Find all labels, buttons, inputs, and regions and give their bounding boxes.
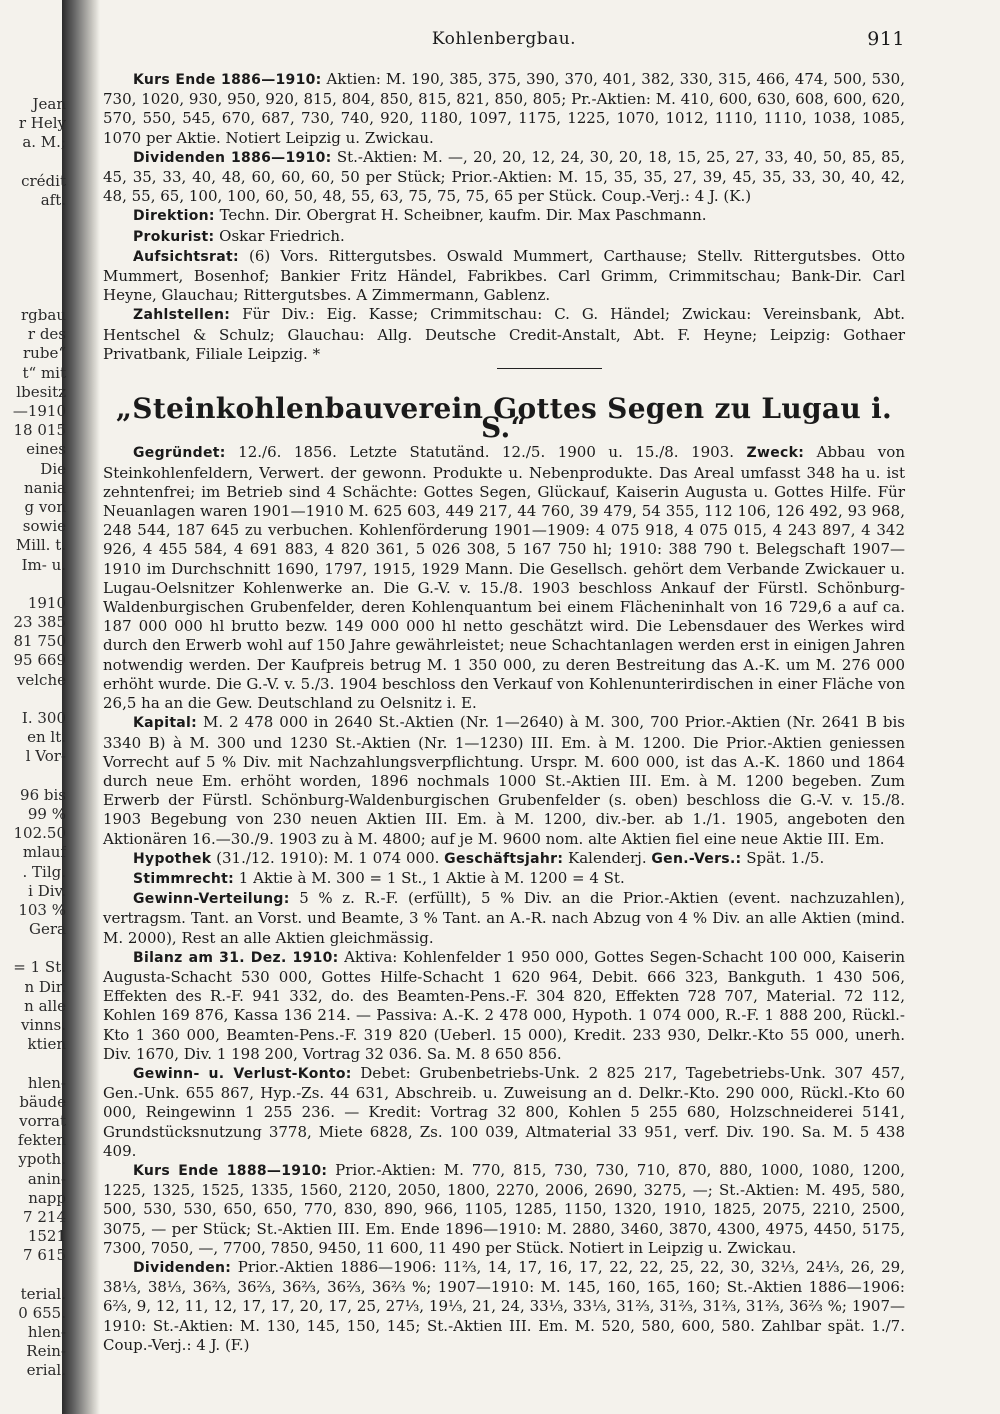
margin-fragment: Gera [29,920,66,939]
kapital-paragraph [103,713,905,848]
margin-fragment [0,268,66,287]
binding-gutter-shadow [62,0,100,1414]
margin-fragment: n alle [24,996,66,1015]
kurs-heading: Kurs Ende 1886—1910: [133,72,322,88]
margin-fragment: lbesitz [16,382,66,401]
margin-fragment: r des [27,325,66,344]
margin-fragment: n Dir. [24,977,66,996]
margin-fragment: 7 214 [23,1207,66,1226]
margin-fragment: en lt. [27,728,66,747]
section-divider [497,368,602,369]
page-number: 911 [867,28,905,50]
kurs-text: Aktien: M. 190, 385, 375, 390, 370, 401, 382, 330, 315, 466, 474, 500, 530, 730, 1020, 930, 950, 920, 815, 804, 850, 815, 821, 850, 805; Pr.-Aktien: M. 410, 600, 630, 608, 600, 620, 570, 550, 545, 670, 687, 730, 740, 920, 1180, 1097, 1175, 1225, 1070, 1012, 1110, 1110, 1038, 1085, 1070 per Aktie. Notiert Leipzig u. Zwickau. [103,70,905,147]
margin-fragment: ktien [27,1035,66,1054]
margin-fragment: r Hely [18,114,66,133]
hypothek-text: (31./12. 1910): M. 1 074 000. [216,848,440,867]
stimmrecht-heading: Stimmrecht: [133,870,235,887]
zahlstellen-text: Für Div.: Eig. Kasse; Crimmitschau: C. G. Händel; Zwickau: Vereinsbank, Abt. Hentschel & Schulz; Glauchau: Allg. Deutsche Credit-Anstalt, Abt. F. Heyne; Leipzig: Gothaer Privatbank, Filiale Leipzig. * [103,305,905,363]
margin-fragment [0,939,66,958]
margin-fragment: fekten [17,1131,66,1150]
margin-fragment: rube“ [23,344,66,363]
direktion-heading: Direktion: [133,208,215,225]
margin-fragment: = 1 St. [13,958,66,977]
genvers-text: Spät. 1./5. [746,848,825,867]
document-page [103,30,905,1355]
bilanz-heading: Bilanz am 31. Dez. 1910: [133,949,339,966]
margin-fragment: rgbau [21,306,66,325]
hypothek-paragraph [103,849,905,869]
gewinnverteilung-paragraph [103,889,905,948]
margin-fragment: crédit [21,171,66,190]
running-title: Kohlenbergbau. [431,29,577,49]
margin-fragment: 18 015 [13,421,66,440]
margin-fragment [0,287,66,306]
margin-fragment: I. 300 [21,709,66,727]
margin-fragment: 96 bis [20,785,66,804]
genvers-heading: Gen.-Vers.: [651,850,742,867]
company-title: „Steinkohlenbauverein Gottes Segen zu Lugau i. S.“ [115,392,893,445]
margin-fragment: Jean [32,95,66,113]
margin-fragment: 7 615 [23,1246,66,1265]
bilanz-paragraph [103,948,905,1064]
margin-fragment: Die [40,459,66,478]
direktion-text: Techn. Dir. Obergrat H. Scheibner, kaufm. Dir. Max Paschmann. [219,206,707,225]
margin-fragment [0,767,66,786]
dividenden2-heading: Dividenden: [133,1259,232,1276]
margin-fragment: 99 % [27,804,66,823]
margin-fragment: velche [16,670,66,689]
margin-fragment [0,210,66,229]
prokurist-paragraph [103,227,905,247]
prokurist-text: Oskar Friedrich. [219,226,345,245]
geschaeftsjahr-text: Kalenderj. [568,848,647,867]
zweck-text: Abbau von Steinkohlenfeldern, Verwert. der gewonn. Produkte u. Nebenprodukte. Das Areal umfasst 348 ha u. ist zehntenfrei; im Betrieb sind 4 Schächte: Gottes Segen, Glückauf, Kaiserin Augusta u. Gottes Hilfe. Für Neuanlagen waren 1901—1910 M. 625 603, 449 217, 44 760, 39 479, 54 355, 112 106, 126 492, 93 968, 248 544, 187 645 zu verbuchen. Kohlenförderung 1901—1909: 4 075 918, 4 075 015, 4 243 897, 4 342 926, 4 455 584, 4 691 883, 4 820 361, 5 026 308, 5 167 750 hl; 1910: 388 790 t. Belegschaft 1907—1910 im Durchschnitt 1690, 1797, 1915, 1929 Mann. Die Gesellsch. gehört dem Verbande Zwickauer u. Lugau-Oelsnitzer Kohlenwerke an. Die G.-V. v. 15./8. 1903 beschloss Ankauf der Fürstl. Schönburg-Waldenburgischen Grubenfelder, deren Kohlenquantum bei einem Flächeninhalt von 16 729,6 a auf ca. 187 000 000 hl brutto bezw. 149 000 000 hl netto geschätzt wird. Die Lebensdauer des Werkes wird durch den Erwerb wohl auf 150 Jahre gewährleistet; neue Schachtanlagen werden erst in einigen Jahren notwendig werden. Der Kaufpreis betrug M. 1 350 000, zu deren Bestreitung das A.-K. um M. 276 000 erhöht wurde. Die G.-V. v. 5./3. 1904 beschloss den Verkauf von Kohlenunterirdischen in einer Fläche von 26,5 ha an die Gew. Deutschland zu Oelsnitz i. E. [103,443,905,713]
margin-fragment: 1910 [27,593,66,612]
gegruendet-paragraph [103,443,905,713]
gewinnverteilung-text: 5 % z. R.-F. (erfüllt), 5 % Div. an die Prior.-Aktien (event. nachzuzahlen), vertragsm. Tant. an Vorst. und Beamte, 3 % Tant. an A.-R. nach Abzug von 4 % Div. an alle Aktien (mind. M. 2000), Rest an alle Aktien gleichmässig. [103,889,905,947]
dividenden-heading: Dividenden 1886—1910: [133,149,332,166]
margin-fragment: eines [26,440,66,459]
aufsichtsrat-text: (6) Vors. Rittergutsbes. Oswald Mummert, Carthause; Stellv. Rittergutsbes. Otto Mummert, Bosenhof; Bankier Fritz Händel, Fabrikbes. Carl Grimm, Crimmitschau; Bank-Dir. Carl Heyne, Glauchau; Rittergutsbes. A Zimmermann, Gablenz. [103,246,905,305]
margin-fragment: ypoth. [18,1150,66,1169]
margin-fragment: mlauf [22,843,66,862]
prokurist-heading: Prokurist: [133,228,215,245]
margin-fragment [0,249,66,268]
zweck-heading: Zweck: [746,445,805,462]
margin-fragment: vorrat [19,1111,66,1130]
margin-fragment: a. M.; [22,133,66,152]
page-header [103,30,905,70]
margin-fragment [0,690,66,709]
kapital-text: M. 2 478 000 in 2640 St.-Aktien (Nr. 1—2640) à M. 300, 700 Prior.-Aktien (Nr. 2641 B bis 3340 B) à M. 300 und 1230 St.-Aktien (Nr. 1—1230) III. Em. à M. 1200. Die Prior.-Aktien geniessen Vorrecht auf 5 % Div. mit Nachzahlungsverpflichtung. Urspr. M. 600 000, ist das A.-K. 1860 und 1864 durch neue Em. erhöht worden, 1896 nochmals 1000 St.-Aktien III. Em. à M. 1200 begeben. Zum Erwerb der Fürstl. Schönburg-Waldenburgischen Grubenfelder (s. oben) beschloss die G.-V. v. 15./8. 1903 Begebung von 230 neuen Aktien III. Em. à M. 1200, div.-ber. ab 1./1. 1905, angeboten den Aktionären 16.—30./9. 1903 zu à M. 4800; auf je M. 9600 nom. alte Aktien fiel eine neue Aktie III. Em. [103,713,905,848]
aufsichtsrat-heading: Aufsichtsrat: [133,248,239,265]
margin-fragment: 81 750 [13,632,66,651]
margin-fragment: 102.50 [13,824,66,843]
kurs2-paragraph [103,1161,905,1258]
margin-fragment: hlen- [27,1073,66,1092]
margin-fragment: erial. [26,1361,66,1380]
margin-fragment: g von [24,497,66,516]
zahlstellen-heading: Zahlstellen: [133,307,231,324]
margin-fragment: terial. [20,1284,66,1303]
aufsichtsrat-paragraph [103,247,905,306]
facing-page-margin-fragments [0,95,66,1381]
margin-fragment [0,153,66,172]
margin-fragment: —1910 [12,402,66,420]
gegruendet-text: 12./6. 1856. Letzte Statutänd. 12./5. 1900 u. 15./8. 1903. [238,443,735,462]
margin-fragment [0,1054,66,1073]
margin-fragment: vinns. [20,1016,66,1034]
guv-paragraph [103,1064,905,1161]
margin-fragment: Mill. t. [15,536,66,555]
margin-fragment [0,229,66,248]
margin-fragment: napp [28,1188,66,1207]
hypothek-heading: Hypothek [133,850,212,867]
gegruendet-heading: Gegründet: [133,445,226,462]
margin-fragment: i Div. [28,881,66,900]
margin-fragment: bäude [19,1092,66,1111]
guv-text: Debet: Grubenbetriebs-Unk. 2 825 217, Tagebetriebs-Unk. 307 457, Gen.-Unk. 655 867, Hyp.-Zs. 44 631, Abschreib. u. Zuweisung an d. Delkr.-Kto. 290 000, Rückl.-Kto 60 000, Reingewinn 1 255 236. — Kredit: Vortrag 32 800, Kohlen 5 255 680, Holzschneiderei 5141, Grundstücksnutzung 3778, Miete 6828, Zs. 100 039, Altmaterial 33 951, verf. Div. 190. Sa. M. 5 438 409. [103,1063,905,1160]
margin-fragment: 103 % [18,900,66,919]
margin-fragment: l Vor- [25,747,66,766]
geschaeftsjahr-heading: Geschäftsjahr: [444,850,564,867]
guv-heading: Gewinn- u. Verlust-Konto: [133,1065,352,1082]
margin-fragment: 0 655. [18,1303,66,1322]
dividenden2-text: Prior.-Aktien 1886—1906: 11⅔, 14, 17, 16, 17, 22, 22, 25, 22, 30, 32⅓, 24⅓, 26, 29, 38⅓, 38⅓, 36⅔, 36⅔, 36⅔, 36⅔, 36⅔ %; 1907—1910: M. 145, 160, 165, 160; St.-Aktien 1886—1906: 6⅔, 9, 12, 11, 12, 17, 17, 20, 17, 25, 27⅓, 19⅓, 21, 24, 33⅓, 33⅓, 31⅔, 31⅔, 31⅔, 31⅔, 36⅔ %; 1907—1910: St.-Aktien: M. 130, 145, 150, 145; St.-Aktien III. Em. M. 520, 580, 600, 580. Zahlbar spät. 1./7. Coup.-Verj.: 4 J. (F.) [103,1257,905,1354]
kapital-heading: Kapital: [133,715,198,732]
stimmrecht-paragraph [103,869,905,889]
margin-fragment: hlen- [27,1323,66,1341]
zahlstellen-paragraph [103,305,905,364]
kurs-paragraph [103,70,905,148]
margin-fragment [0,1265,66,1284]
margin-fragment: Im- u. [21,555,66,574]
dividenden2-paragraph [103,1258,905,1355]
margin-fragment: anin- [27,1169,66,1188]
kurs2-text: Prior.-Aktien: M. 770, 815, 730, 730, 710, 870, 880, 1000, 1080, 1200, 1225, 1325, 1525, 1335, 1560, 2120, 2050, 1800, 2270, 2006, 2690, 3275, —; St.-Aktien: M. 495, 580, 500, 530, 530, 650, 650, 770, 830, 890, 966, 1105, 1285, 1150, 1320, 1910, 1825, 2075, 2210, 2500, 3075, — per Stück; St.-Aktien III. Em. Ende 1896—1910: M. 2880, 3460, 3870, 4300, 4975, 4450, 5175, 7300, 7050, —, 7700, 7850, 9450, 11 600, 11 490 per Stück. Notiert in Leipzig u. Zwickau. [103,1160,905,1257]
margin-fragment [0,575,66,594]
dividenden-paragraph [103,148,905,207]
margin-fragment: Rein- [26,1342,66,1361]
gewinnverteilung-heading: Gewinn-Verteilung: [133,891,290,908]
kurs2-heading: Kurs Ende 1888—1910: [133,1162,328,1179]
margin-fragment: t“ mit [22,363,66,382]
bilanz-text: Aktiva: Kohlenfelder 1 950 000, Gottes Segen-Schacht 100 000, Kaiserin Augusta-Schacht 530 000, Gottes Hilfe-Schacht 1 620 964, Debit. 666 323, Bankguth. 1 430 506, Effekten des R.-F. 941 332, do. des Beamten-Pens.-F. 304 820, Effekten 728 707, Material. 72 112, Kohlen 169 876, Kassa 136 214. — Passiva: A.-K. 2 478 000, Hypoth. 1 074 000, R.-F. 1 888 200, Rückl.-Kto 1 360 000, Beamten-Pens.-F. 319 820 (Ueberl. 15 000), Kredit. 233 930, Delkr.-Kto 55 000, unerh. Div. 1670, Div. 1 198 200, Vortrag 32 036. Sa. M. 8 650 856. [103,947,905,1063]
dividenden-text: St.-Aktien: M. —, 20, 20, 12, 24, 30, 20, 18, 15, 25, 27, 33, 40, 50, 85, 85, 45, 35, 33, 40, 48, 60, 60, 60, 50 per Stück; Prior.-Aktien: M. 15, 35, 35, 27, 39, 45, 35, 33, 30, 40, 42, 48, 55, 65, 100, 100, 60, 50, 48, 55, 63, 75, 75, 75, 65 per Stück. Coup.-Verj.: 4 J. (K.) [103,147,905,206]
margin-fragment: 95 669 [13,651,66,670]
direktion-paragraph [103,206,905,226]
margin-fragment: aft. [40,190,66,209]
margin-fragment: 23 385 [13,613,66,632]
margin-fragment: sowie [22,517,66,536]
margin-fragment: . Tilg. [22,862,66,881]
margin-fragment: 1521 [27,1227,66,1246]
margin-fragment: nania [23,478,66,497]
stimmrecht-text: 1 Aktie à M. 300 = 1 St., 1 Aktie à M. 1200 = 4 St. [238,868,625,887]
